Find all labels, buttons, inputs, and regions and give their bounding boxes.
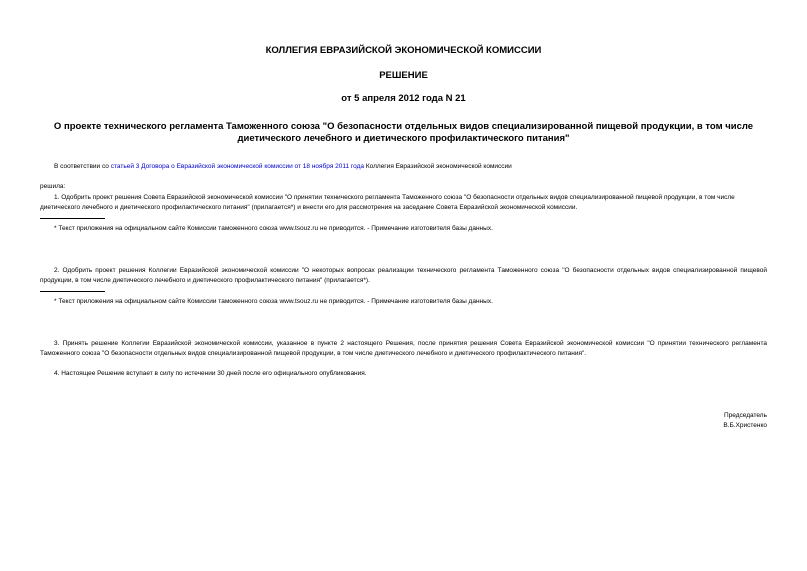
item-2: 2. Одобрить проект решения Коллегии Евразийской экономической комиссии "О некоторых вопросах реализации технического регламента Таможенного союза "О безопасности отдельных видов специализированной пищевой продукции, в том числе диетического лечебного и диетического профилактического питания" (прилагается*).	[40, 267, 767, 284]
item-3: 3. Принять решение Коллегии Евразийской экономической комиссии, указанное в пункте 2 настоящего Решения, после принятия решения Совета Евразийской экономической комиссии "О принятии технического регламента Таможенного союза "О безопасности отдельных видов специализированной пищевой продукции, в том числе диетического лечебного и диетического профилактического питания".	[40, 340, 767, 357]
item-1: 1. Одобрить проект решения Совета Евразийской экономической комиссии "О принятии технического регламента Таможенного союза "О безопасности отдельных видов специализированной пищевой продукции, в том числе диетического лечебного и диетического профилактического питания" (прилагается*) и внести его для рассмотрения на заседание Совета Евразийской экономической комиссии.	[40, 194, 735, 211]
preamble-law-link[interactable]: статьей 3 Договора о Евразийской экономической комиссии от 18 ноября 2011 года	[110, 163, 365, 170]
organization-heading: КОЛЛЕГИЯ ЕВРАЗИЙСКОЙ ЭКОНОМИЧЕСКОЙ КОМИССИИ	[265, 45, 542, 56]
signature-name: В.Б.Христенко	[723, 422, 767, 429]
document-title: О проекте технического регламента Таможенного союза "О безопасности отдельных видов специализированной пищевой продукции, в том числе диетического лечебного и диетического профилактического питания"	[53, 121, 754, 144]
item-4: 4. Настоящее Решение вступает в силу по истечении 30 дней после его официального опубликования.	[54, 370, 367, 377]
signature-role: Председатель	[723, 412, 767, 419]
decided-label: решила:	[40, 183, 66, 190]
document-date-number: от 5 апреля 2012 года N 21	[341, 93, 466, 104]
footnote-separator-2	[40, 291, 105, 292]
preamble-prefix: В соответствии со	[54, 163, 111, 170]
preamble-suffix: Коллегия Евразийской экономической комиссии	[364, 163, 512, 170]
document-type-heading: РЕШЕНИЕ	[379, 70, 428, 81]
footnote-1: * Текст приложения на официальном сайте Комиссии таможенного союза www.tsouz.ru не приводится. - Примечание изготовителя базы данных.	[54, 225, 493, 232]
preamble	[54, 162, 512, 172]
footnote-2: * Текст приложения на официальном сайте Комиссии таможенного союза www.tsouz.ru не приводится. - Примечание изготовителя базы данных.	[54, 298, 493, 305]
footnote-separator-1	[40, 218, 105, 219]
